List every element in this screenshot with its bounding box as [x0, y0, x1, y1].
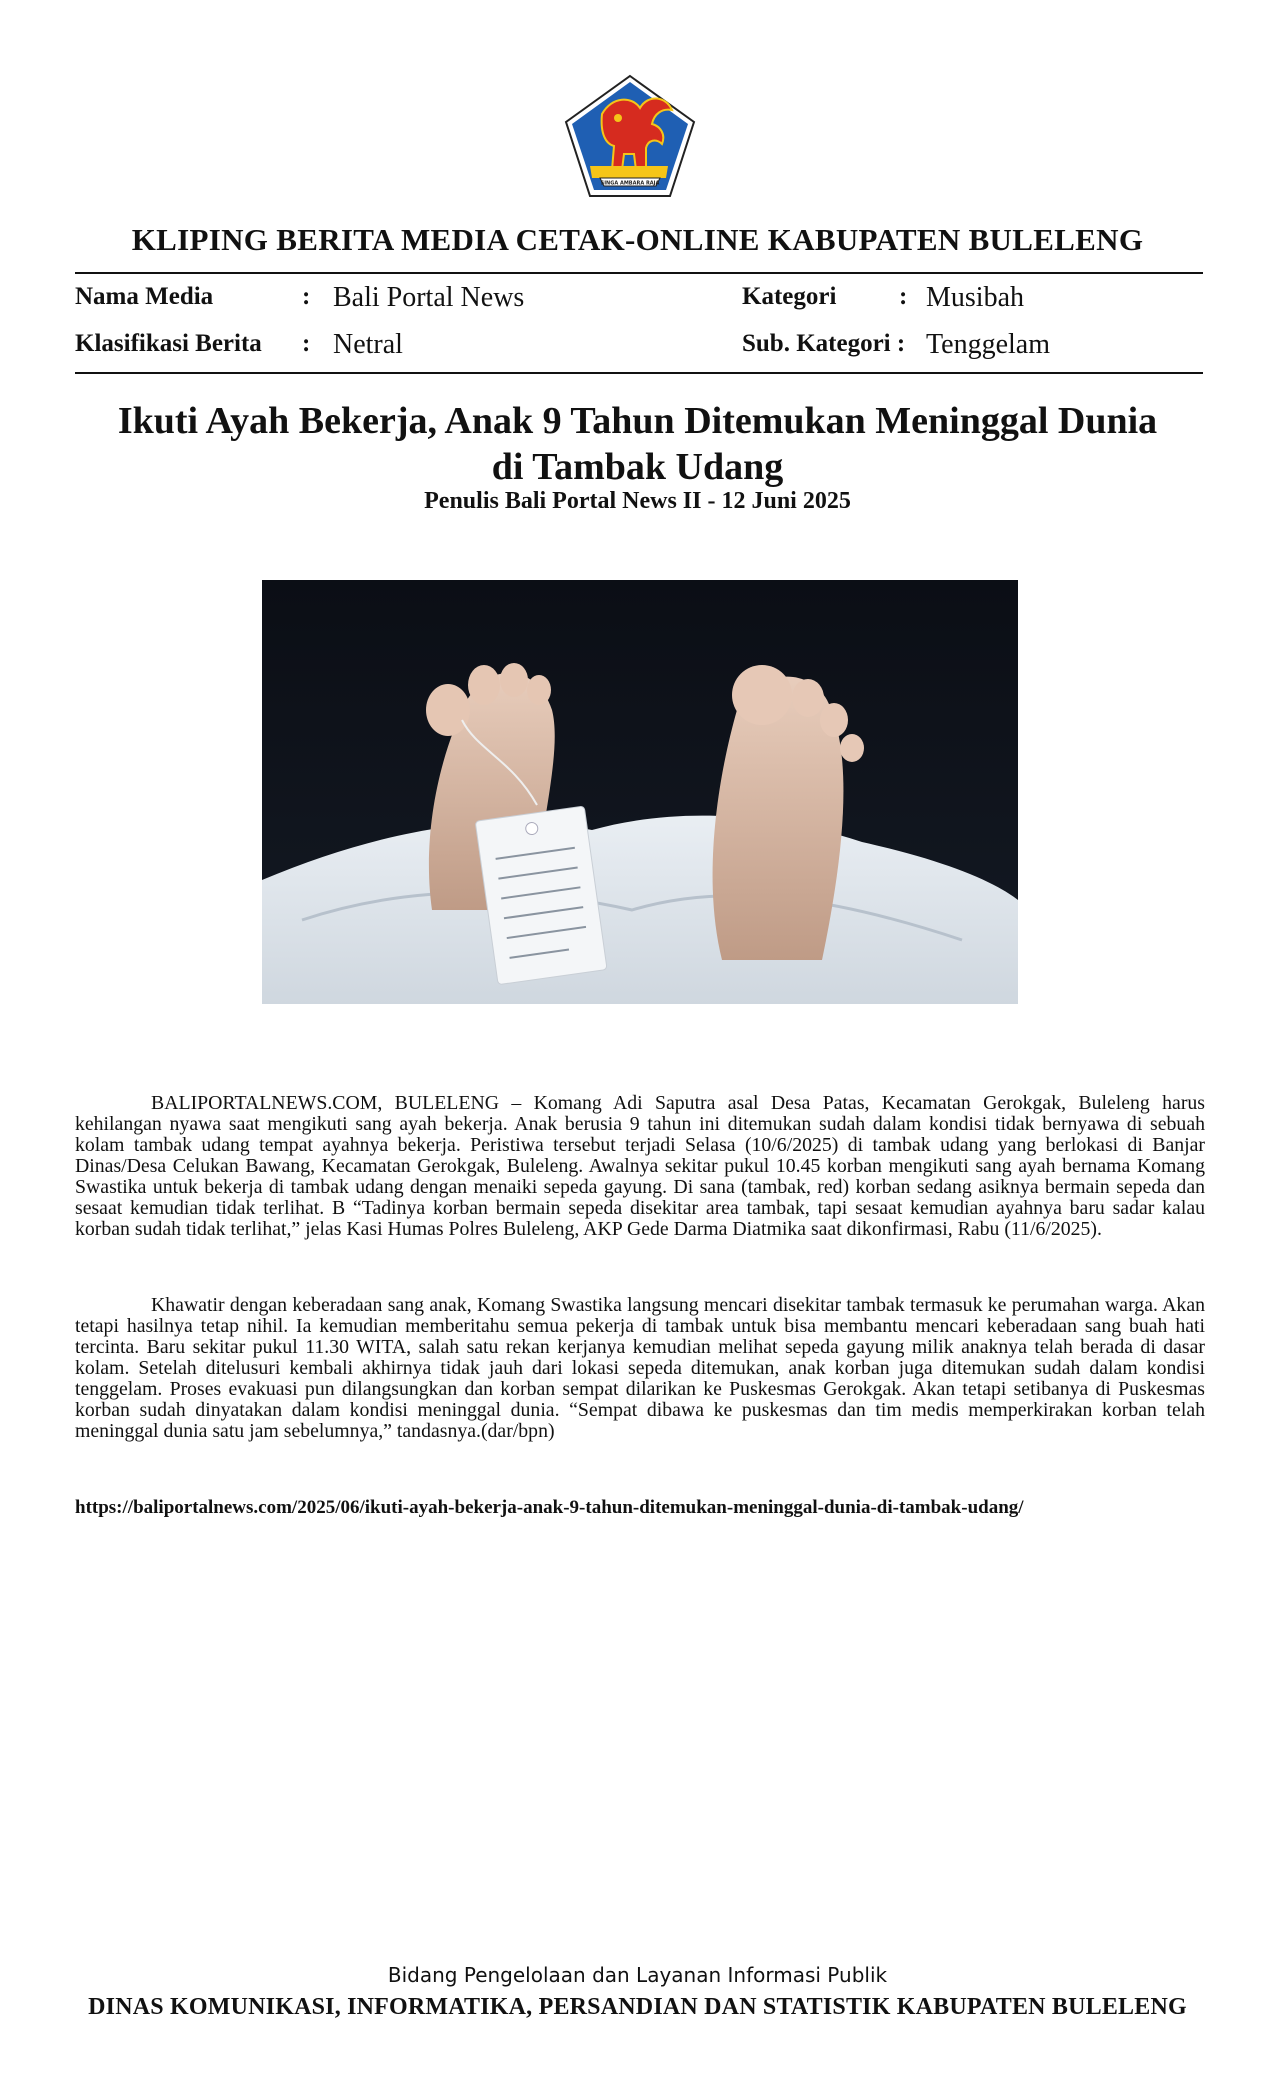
article-title-line-2: di Tambak Udang — [491, 446, 784, 488]
buleleng-emblem-logo — [562, 74, 698, 200]
kategori-value: Musibah — [926, 282, 1024, 313]
logo-motto-text: SINGA AMBARA RAJA — [600, 180, 660, 187]
source-url-link[interactable]: https://baliportalnews.com/2025/06/ikuti-ayah-bekerja-anak-9-tahun-ditemukan-meninggal-dunia-di-tambak-udang/ — [75, 1497, 1024, 1518]
nama-media-colon: : — [302, 283, 311, 310]
paragraph-2-text: Khawatir dengan keberadaan sang anak, Komang Swastika langsung mencari disekitar tambak termasuk ke perumahan warga. Akan tetapi hasilnya tetap nihil. Ia kemudian memberitahu semua pekerja di tambak untuk bisa membantu mencari keberadaan sang buah hati tercinta. Baru sekitar pukul 11.30 WITA, salah satu rekan kerjanya kemudian melihat sepeda gayung milik anaknya telah berada di dasar kolam. Setelah ditelusuri kembali akhirnya tidak jauh dari lokasi sepeda ditemukan, anak korban juga ditemukan sudah dalam kondisi tenggelam. Proses evakuasi pun dilangsungkan dan korban sempat dilarikan ke Puskesmas Gerokgak. Akan tetapi setibanya di Puskesmas korban sudah dinyatakan dalam kondisi meninggal dunia. “Sempat dibawa ke puskesmas dan tim medis memperkirakan korban telah meninggal dunia satu jam sebelumnya,” tandasnya.(dar/bpn) — [75, 1294, 1205, 1442]
sub-kategori-label: Sub. Kategori : — [742, 330, 906, 357]
article-title-line-1: Ikuti Ayah Bekerja, Anak 9 Tahun Ditemukan Meninggal Dunia — [117, 400, 1158, 442]
paragraph-1-text: BALIPORTALNEWS.COM, BULELENG – Komang Adi Saputra asal Desa Patas, Kecamatan Gerokgak, Buleleng harus kehilangan nyawa saat mengikuti sang ayah bekerja. Anak berusia 9 tahun ini ditemukan sudah dalam kondisi tidak bernyawa di sebuah kolam tambak udang tempat ayahnya bekerja. Peristiwa tersebut terjadi Selasa (10/6/2025) di tambak udang yang berlokasi di Banjar Dinas/Desa Celukan Bawang, Kecamatan Gerokgak, Buleleng. Awalnya sekitar pukul 10.45 korban mengikuti sang ayah bernama Komang Swastika untuk bekerja di tambak udang dengan menaiki sepeda gayung. Di sana (tambak, red) korban sedang asiknya bermain sepeda dan sesaat kemudian tidak terlihat. B “Tadinya korban bermain sepeda disekitar area tambak, tapi sesaat kemudian ayahnya baru sadar kalau korban sudah tidak terlihat,” jelas Kasi Humas Polres Buleleng, AKP Gede Darma Diatmika saat dikonfirmasi, Rabu (11/6/2025). — [75, 1092, 1205, 1240]
klasifikasi-berita-value: Netral — [333, 329, 403, 360]
article-paragraph-1 — [75, 1093, 1205, 1240]
article-byline: Penulis Bali Portal News II - 12 Juni 2025 — [424, 488, 851, 514]
header-divider-bottom — [75, 372, 1203, 374]
kategori-colon: : — [899, 283, 908, 310]
footer-subtitle: Bidang Pengelolaan dan Layanan Informasi Publik — [387, 1963, 888, 1987]
header-divider-top — [75, 272, 1203, 274]
sub-kategori-value: Tenggelam — [926, 329, 1050, 360]
nama-media-label: Nama Media — [75, 283, 214, 310]
kategori-label: Kategori — [742, 283, 837, 310]
klasifikasi-berita-colon: : — [302, 330, 311, 357]
kliping-header-title: KLIPING BERITA MEDIA CETAK-ONLINE KABUPATEN BULELENG — [131, 222, 1144, 257]
article-title — [100, 398, 1175, 490]
article-paragraph-2 — [75, 1295, 1205, 1442]
footer-agency: DINAS KOMUNIKASI, INFORMATIKA, PERSANDIAN DAN STATISTIK KABUPATEN BULELENG — [88, 1994, 1187, 2020]
nama-media-value: Bali Portal News — [333, 282, 525, 313]
klasifikasi-berita-label: Klasifikasi Berita — [75, 330, 262, 357]
article-photo — [262, 580, 1018, 1004]
